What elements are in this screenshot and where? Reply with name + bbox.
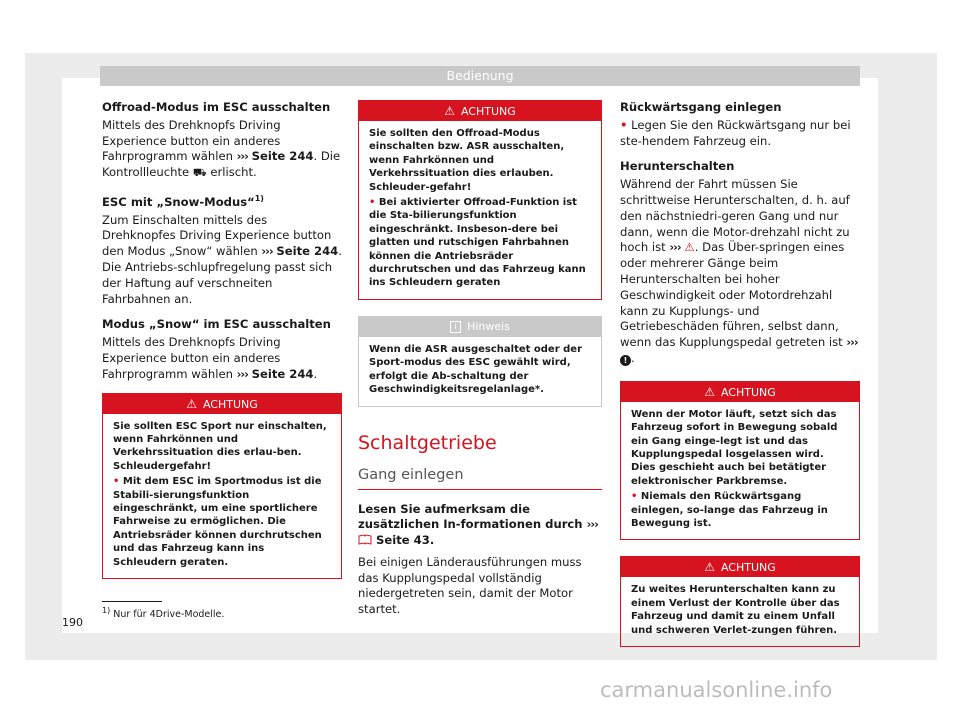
heading-snow-off: Modus „Snow“ im ESC ausschalten <box>102 317 331 332</box>
warning-box <box>620 381 860 541</box>
heading-snow-mode: ESC mit „Snow-Modus“$^{1)}$ <box>102 193 264 209</box>
info-dot-icon[interactable]: ! <box>620 355 631 366</box>
page-number: 190 <box>62 616 83 629</box>
warning-header: ⚠ ACHTUNG <box>621 382 859 402</box>
column-3 <box>620 100 860 657</box>
warning-triangle-icon[interactable]: ⚠ <box>684 240 695 255</box>
page-reference[interactable]: Seite 43 <box>376 533 430 548</box>
warning-triangle-icon: ⚠ <box>704 384 715 399</box>
heading-downshift: Herunterschalten <box>620 159 735 174</box>
warning-box <box>358 100 602 300</box>
warning-lamp-icon: ⛟ <box>192 166 207 180</box>
warning-header: ⚠ ACHTUNG <box>359 101 601 121</box>
watermark: carmanualsonline.info <box>600 678 833 702</box>
column-1 <box>102 100 342 589</box>
bullet-icon: • <box>369 197 376 209</box>
footnote-ref: 1) <box>254 193 264 203</box>
page-reference[interactable]: Seite 244 <box>251 149 314 164</box>
page-reference[interactable]: Seite 244 <box>276 244 339 259</box>
warning-header: ⚠ ACHTUNG <box>103 394 341 414</box>
chapter-header: Bedienung <box>100 66 860 86</box>
footnote: $^{1)}$ Nur für 4Drive-Modelle. <box>102 606 225 621</box>
warning-bullet: • Bei aktivierter Offroad-Funktion ist die Sta-bilierungsfunktion eingeschränkt. Insbeson-dere bei glatten und rutschigen Fahrbahnen können die Antriebsräder durchrutschen und das Fahrzeug kann ins Schleudern geraten <box>369 197 586 289</box>
warning-triangle-icon: ⚠ <box>704 560 715 575</box>
warning-text: Sie sollten den Offroad-Modus einschalten bzw. ASR ausschalten, wenn Fahrkönnen und Verkehrssituation dies erlauben. Schleuder-gefahr! <box>369 128 565 193</box>
heading-offroad-off: Offroad-Modus im ESC ausschalten <box>102 100 331 114</box>
paragraph-offroad-off: Mittels des Drehknopfs Driving Experience button ein anderes Fahrprogramm wählen ››› Seite 244. Die Kontrollleuchte ⛟ erlischt. <box>102 117 341 180</box>
book-icon <box>358 534 372 545</box>
footnote-divider <box>102 601 162 602</box>
hint-box <box>358 316 602 407</box>
hint-header: i Hinweis <box>359 317 601 337</box>
warning-text: Sie sollten ESC Sport nur einschalten, wenn Fahrkönnen und Verkehrssituation dies erlau-ben. Schleudergefahr! <box>113 420 327 472</box>
warning-box <box>102 393 342 579</box>
paragraph-read-info: Lesen Sie aufmerksam die zusätzlichen In-formationen durch ››› Seite 43. <box>358 501 598 548</box>
ref-arrow: ››› <box>236 149 248 164</box>
warning-triangle-icon: ⚠ <box>444 104 455 118</box>
paragraph-downshift: Während der Fahrt müssen Sie schrittweise Herunterschalten, d. h. auf den nächstniedri-geren Gang und nur dann, wenn die Motor-drehzahl nicht zu hoch ist ››› ⚠. Das Über-springen eines oder mehrerer Gänge beim Herunterschalten bei hoher Geschwindigkeit oder Motordrehzahl kann zu Kupplungs- und Getriebeschäden führen, selbst dann, wenn das Kupplungspedal getreten ist ››› ! . <box>620 177 858 365</box>
bullet-icon: • <box>631 491 638 503</box>
warning-text: Zu weites Herunterschalten kann zu einem Verlust der Kontrolle über das Fahrzeug und damit zu einem Unfall und schweren Verlet-zungen führen. <box>631 584 840 636</box>
paragraph-clutch: Bei einigen Länderausführungen muss das Kupplungspedal vollständig niedergetreten sein, damit der Motor startet. <box>358 554 582 617</box>
column-2 <box>358 100 602 628</box>
bullet-reverse: • Legen Sie den Rückwärtsgang nur bei ste-hendem Fahrzeug ein. <box>620 117 851 148</box>
section-title: Schaltgetriebe <box>358 431 497 454</box>
page-reference[interactable]: Seite 244 <box>251 366 314 381</box>
hint-text: Wenn die ASR ausgeschaltet oder der Sport-modus des ESC gewählt wird, erfolgt die Ab-schaltung der Geschwindigkeitsregelanlage*. <box>369 343 583 396</box>
warning-bullet: • Mit dem ESC im Sportmodus ist die Stabili-sierungsfunktion eingeschränkt, um eine sportlichere Fahrweise zu ermöglichen. Die Antriebsräder können durchrutschen und das Fahrzeug kann ins Schleudern geraten. <box>113 476 322 568</box>
warning-header: ⚠ ACHTUNG <box>621 557 859 577</box>
warning-triangle-icon: ⚠ <box>186 396 197 411</box>
warning-bullet: • Niemals den Rückwärtsgang einlegen, so-lange das Fahrzeug in Bewegung ist. <box>631 491 828 529</box>
paragraph-snow-off: Mittels des Drehknopfs Driving Experience button ein anderes Fahrprogramm wählen ››› Seite 244. <box>102 335 318 381</box>
warning-text: Wenn der Motor läuft, setzt sich das Fahrzeug sofort in Bewegung sobald ein Gang einge-legt ist und das Kupplungspedal losgelassen wird. Dies geschieht auch bei betätigter elektronischer Parkbremse. <box>631 408 838 487</box>
bullet-icon: • <box>113 476 120 488</box>
heading-reverse: Rückwärtsgang einlegen <box>620 100 782 114</box>
section-subtitle: Gang einlegen <box>358 465 602 490</box>
warning-box <box>620 556 860 647</box>
paragraph-snow-mode: Zum Einschalten mittels des Drehknopfes Driving Experience button den Modus „Snow“ wählen ››› Seite 244. Die Antriebs-schlupfregelung passt sich der Haftung auf verschneiten Fahrbahnen an. <box>102 212 342 306</box>
bullet-icon: • <box>620 117 628 132</box>
info-icon: i <box>450 321 461 333</box>
